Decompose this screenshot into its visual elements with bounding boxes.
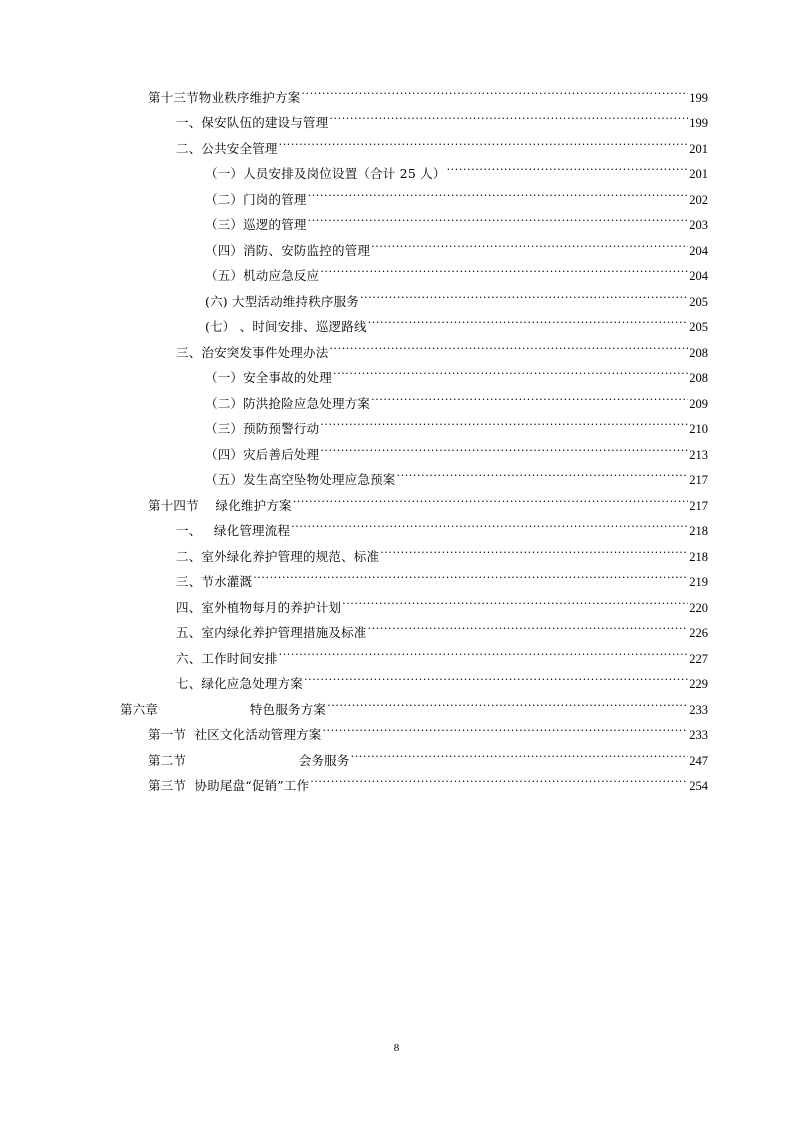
- toc-entry-page: 201: [689, 141, 708, 156]
- toc-entry-title: 第一节 社区文化活动管理方案: [148, 727, 322, 742]
- toc-entry[interactable]: [0, 739, 793, 768]
- toc-dot-leader: [333, 357, 688, 383]
- toc-entry[interactable]: [0, 306, 793, 332]
- toc-dot-leader: [371, 229, 688, 255]
- toc-dot-leader: [322, 714, 688, 740]
- toc-dot-leader: [293, 484, 689, 510]
- toc-entry[interactable]: [0, 357, 793, 383]
- toc-entry[interactable]: [0, 153, 793, 179]
- toc-entry-page: 205: [689, 294, 708, 309]
- toc-entry[interactable]: [0, 229, 793, 258]
- toc-entry-page: 205: [689, 320, 708, 334]
- toc-entry[interactable]: [0, 382, 793, 411]
- toc-entry-page: 199: [689, 90, 708, 105]
- table-of-contents: [0, 76, 793, 793]
- toc-entry[interactable]: [0, 663, 793, 689]
- toc-entry[interactable]: [0, 280, 793, 309]
- toc-dot-leader: [310, 765, 688, 791]
- toc-entry[interactable]: [0, 586, 793, 615]
- toc-entry[interactable]: [0, 102, 793, 128]
- toc-entry-title: 二、公共安全管理: [176, 140, 278, 156]
- toc-entry-title: 第三节 协助尾盘“促销”工作: [148, 778, 310, 793]
- toc-entry[interactable]: [0, 612, 793, 638]
- toc-dot-leader: [351, 739, 689, 765]
- toc-entry-title: （二）门岗的管理: [205, 191, 307, 207]
- toc-entry[interactable]: [0, 255, 793, 281]
- toc-entry-page: 227: [689, 651, 708, 666]
- toc-entry-title: (六) 大型活动维持秩序服务: [205, 293, 360, 309]
- toc-dot-leader: [397, 459, 689, 485]
- toc-entry[interactable]: [0, 561, 793, 587]
- toc-entry-page: 218: [689, 549, 708, 564]
- toc-dot-leader: [342, 586, 688, 612]
- toc-entry-page: 247: [689, 753, 708, 768]
- toc-entry[interactable]: [0, 408, 793, 434]
- toc-dot-leader: [279, 637, 689, 663]
- toc-entry-page: 220: [689, 600, 708, 615]
- toc-entry[interactable]: [0, 637, 793, 666]
- toc-entry-title: 一、保安队伍的建设与管理: [176, 115, 329, 130]
- toc-dot-leader: [320, 255, 688, 281]
- toc-dot-leader: [304, 663, 688, 689]
- toc-entry-title: 五、室内绿化养护管理措施及标准: [176, 625, 367, 640]
- toc-entry-title: （五）发生高空坠物处理应急预案: [205, 472, 396, 487]
- toc-entry-title: 第十四节 绿化维护方案: [148, 497, 292, 513]
- toc-entry-page: 229: [689, 677, 708, 691]
- page-number: 8: [393, 1042, 400, 1054]
- toc-dot-leader: [279, 127, 689, 153]
- toc-entry-title: （四）消防、安防监控的管理: [205, 242, 371, 258]
- toc-entry-page: 219: [689, 575, 708, 589]
- toc-entry-title: 六、工作时间安排: [176, 650, 278, 666]
- toc-entry-page: 204: [689, 269, 708, 283]
- toc-entry-page: 213: [689, 447, 708, 462]
- toc-entry-page: 210: [689, 422, 708, 436]
- toc-entry[interactable]: [0, 714, 793, 740]
- toc-entry-page: 208: [689, 371, 708, 385]
- toc-dot-leader: [329, 102, 688, 128]
- toc-entry[interactable]: [0, 459, 793, 485]
- toc-entry-page: 201: [689, 167, 708, 181]
- toc-dot-leader: [447, 153, 689, 179]
- toc-dot-leader: [308, 178, 689, 204]
- toc-entry-title: （三）巡逻的管理: [205, 217, 307, 232]
- toc-entry-page: 208: [689, 345, 708, 360]
- toc-entry[interactable]: [0, 127, 793, 156]
- toc-entry-title: 三、治安突发事件处理办法: [176, 344, 329, 360]
- toc-entry-title: 七、绿化应急处理方案: [176, 676, 304, 691]
- toc-dot-leader: [380, 535, 688, 561]
- toc-dot-leader: [371, 382, 688, 408]
- toc-dot-leader: [253, 561, 688, 587]
- toc-entry-page: 233: [689, 728, 708, 742]
- toc-dot-leader: [320, 408, 688, 434]
- toc-entry-title: 第二节 会务服务: [148, 752, 350, 768]
- toc-entry-title: 第十三节物业秩序维护方案: [148, 89, 301, 105]
- toc-entry-title: 一、 绿化管理流程: [176, 523, 291, 538]
- toc-entry-page: 209: [689, 396, 708, 411]
- toc-dot-leader: [291, 510, 688, 536]
- toc-entry[interactable]: [0, 331, 793, 360]
- toc-entry-page: 217: [689, 473, 708, 487]
- toc-entry-title: 第六章 特色服务方案: [120, 701, 327, 717]
- toc-entry[interactable]: [0, 178, 793, 207]
- toc-entry-title: 二、室外绿化养护管理的规范、标准: [176, 548, 380, 564]
- toc-entry[interactable]: [0, 688, 793, 717]
- toc-dot-leader: [327, 688, 688, 714]
- toc-entry-title: （五）机动应急反应: [205, 268, 320, 283]
- toc-dot-leader: [308, 204, 689, 230]
- toc-entry-title: (七） 、时间安排、巡逻路线: [205, 319, 367, 334]
- toc-entry[interactable]: [0, 535, 793, 564]
- toc-entry[interactable]: [0, 510, 793, 536]
- toc-entry[interactable]: [0, 433, 793, 462]
- toc-entry-page: 226: [689, 626, 708, 640]
- toc-entry-page: 202: [689, 192, 708, 207]
- toc-entry[interactable]: [0, 765, 793, 791]
- toc-dot-leader: [360, 280, 688, 306]
- toc-dot-leader: [301, 76, 688, 102]
- toc-dot-leader: [368, 612, 689, 638]
- toc-entry[interactable]: [0, 484, 793, 513]
- toc-entry[interactable]: [0, 76, 793, 105]
- toc-entry-title: 四、室外植物每月的养护计划: [176, 599, 342, 615]
- toc-entry-title: （二）防洪抢险应急处理方案: [205, 395, 371, 411]
- toc-dot-leader: [320, 433, 688, 459]
- toc-entry-page: 218: [689, 524, 708, 538]
- toc-entry-page: 254: [689, 779, 708, 793]
- toc-dot-leader: [368, 306, 689, 332]
- toc-entry-page: 233: [689, 702, 708, 717]
- toc-entry-page: 203: [689, 218, 708, 232]
- toc-dot-leader: [329, 331, 688, 357]
- toc-entry-title: （四）灾后善后处理: [205, 446, 320, 462]
- toc-entry-page: 217: [689, 498, 708, 513]
- toc-entry-title: 三、节水灌溉: [176, 574, 253, 589]
- toc-entry[interactable]: [0, 204, 793, 230]
- toc-entry-title: （三）预防预警行动: [205, 421, 320, 436]
- toc-entry-title: （一）人员安排及岗位设置（合计 25 人）: [205, 166, 446, 181]
- toc-entry-page: 199: [689, 116, 708, 130]
- toc-entry-page: 204: [689, 243, 708, 258]
- toc-entry-title: （一）安全事故的处理: [205, 370, 333, 385]
